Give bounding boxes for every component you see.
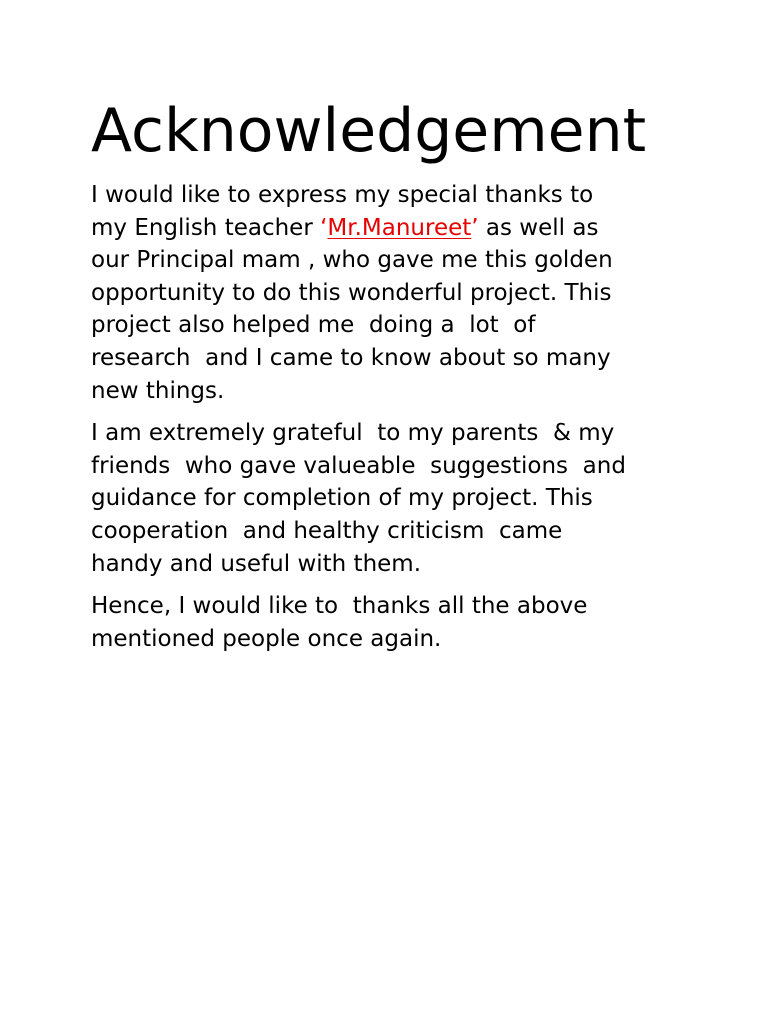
paragraph-line: mentioned people once again. <box>91 625 442 652</box>
quote-open: ‘ <box>320 214 328 241</box>
page-title: Acknowledgement <box>91 96 647 166</box>
paragraph-line: friends who gave valueable suggestions and <box>91 452 626 479</box>
paragraph-line: handy and useful with them. <box>91 550 422 577</box>
paragraph-line: new things. <box>91 377 225 404</box>
line-text: my English teacher <box>91 214 321 241</box>
teacher-name: Mr.Manureet <box>327 214 472 241</box>
paragraph-line: I would like to express my special thanks to <box>91 182 594 208</box>
document-page <box>91 92 731 655</box>
paragraph-gratitude <box>91 417 731 580</box>
paragraph-line: I am extremely grateful to my parents & my <box>91 420 615 447</box>
teacher-name-highlight <box>320 215 479 241</box>
paragraph-line: research and I came to know about so many <box>91 344 611 371</box>
paragraph-line: opportunity to do this wonderful project. This <box>91 279 612 306</box>
paragraph-line: Hence, I would like to thanks all the above <box>91 593 588 620</box>
paragraph-closing <box>91 590 731 655</box>
quote-close: ’ <box>471 214 479 241</box>
paragraph-line: guidance for completion of my project. This <box>91 485 593 512</box>
paragraph-line: project also helped me doing a lot of <box>91 312 536 339</box>
paragraph-line <box>91 212 731 245</box>
paragraph-line: our Principal mam , who gave me this golden <box>91 247 613 274</box>
paragraph-thanks <box>91 179 731 407</box>
paragraph-line: cooperation and healthy criticism came <box>91 517 563 544</box>
line-text: as well as <box>478 214 599 241</box>
